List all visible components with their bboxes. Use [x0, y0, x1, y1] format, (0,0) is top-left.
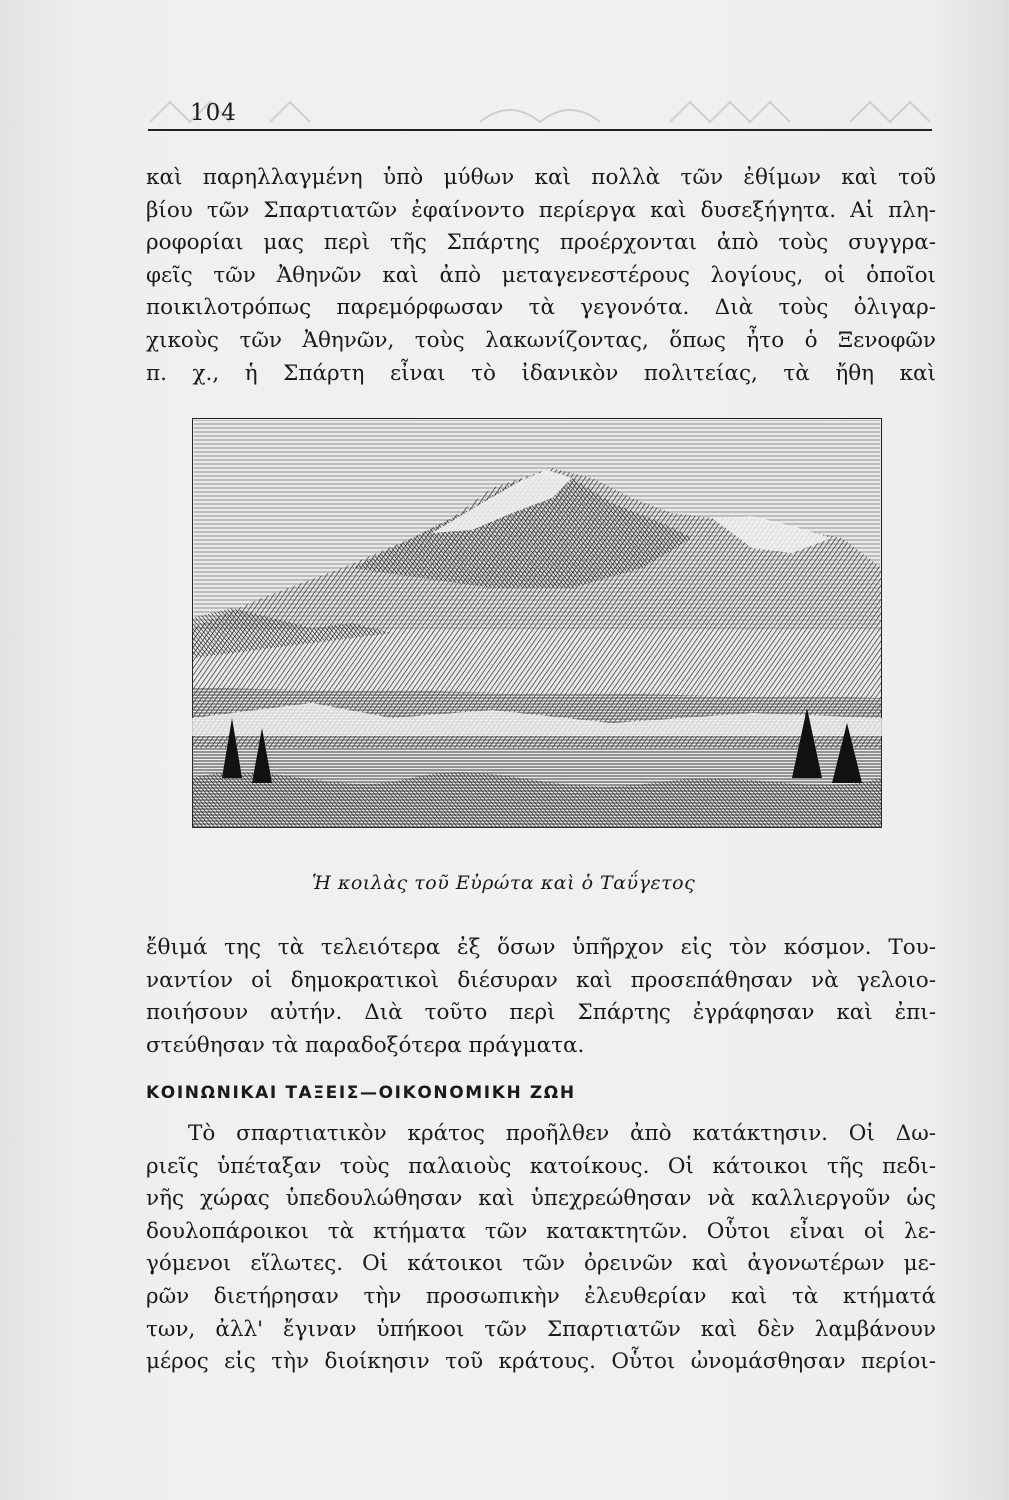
text-line: Τὸ σπαρτιατικὸν κράτος προῆλθεν ἀπὸ κατάκτησιν. Οἱ Δω- — [188, 1121, 936, 1146]
paragraph-3 — [146, 1118, 936, 1379]
text-line: φεῖς τῶν Ἀθηνῶν καὶ ἀπὸ μεταγενεστέρους λογίους, οἱ ὁποῖοι — [146, 262, 936, 288]
text-line: δουλοπάροικοι τὰ κτήματα τῶν κατακτητῶν. Οὗτοι εἶναι οἱ λε- — [146, 1218, 936, 1244]
text-line: ροφορίαι μας περὶ τῆς Σπάρτης προέρχονται ἀπὸ τοὺς συγγρα- — [146, 230, 936, 256]
text-line: ἔθιμά της τὰ τελειότερα ἐξ ὅσων ὑπῆρχον εἰς τὸν κόσμον. Του- — [146, 935, 936, 960]
text-line: στεύθησαν τὰ παραδοξότερα πράγματα. — [146, 1032, 585, 1058]
header-rule — [148, 129, 932, 131]
text-line: ναντίον οἱ δημοκρατικοὶ διέσυραν καὶ προσεπάθησαν νὰ γελοιο- — [146, 967, 936, 993]
text-line: ποιήσουν αὐτήν. Διὰ τοῦτο περὶ Σπάρτης ἐγράφησαν καὶ ἐπι- — [146, 1000, 936, 1026]
text-line: ρῶν διετήρησαν τὴν προσωπικὴν ἐλευθερίαν καὶ τὰ κτήματά — [146, 1283, 936, 1309]
text-line: μέρος εἰς τὴν διοίκησιν τοῦ κράτους. Οὗτοι ὠνομάσθησαν περίοι- — [146, 1349, 936, 1375]
paragraph-1 — [146, 162, 936, 390]
text-line: ριεῖς ὑπέταξαν τοὺς παλαιοὺς κατοίκους. Οἱ κάτοικοι τῆς πεδι- — [146, 1153, 936, 1179]
text-line: νῆς χώρας ὑπεδουλώθησαν καὶ ὑπεχρεώθησαν νὰ καλλιεργοῦν ὡς — [146, 1186, 936, 1212]
paragraph-2 — [146, 932, 936, 1062]
section-heading: ΚΟΙΝΩΝΙΚΑΙ ΤΑΞΕΙΣ—ΟΙΚΟΝΟΜΙΚΗ ΖΩΗ — [146, 1083, 576, 1103]
text-line: των, ἀλλ' ἔγιναν ὑπήκοοι τῶν Σπαρτιατῶν καὶ δὲν λαμβάνουν — [146, 1316, 936, 1342]
figure-caption: Ἡ κοιλὰς τοῦ Εὐρώτα καὶ ὁ Ταΰγετος — [312, 872, 696, 894]
engraving-illustration — [192, 418, 882, 828]
header-ornament — [150, 96, 930, 124]
page-number: 104 — [190, 100, 237, 126]
text-line: ποικιλοτρόπως παρεμόρφωσαν τὰ γεγονότα. Διὰ τοὺς ὀλιγαρ- — [146, 295, 936, 321]
text-line: χικοὺς τῶν Ἀθηνῶν, τοὺς λακωνίζοντας, ὅπως ἦτο ὁ Ξενοφῶν — [146, 327, 936, 353]
text-line: π. χ., ἡ Σπάρτη εἶναι τὸ ἰδανικὸν πολιτείας, τὰ ἤθη καὶ — [146, 360, 936, 386]
text-line: καὶ παρηλλαγμένη ὑπὸ μύθων καὶ πολλὰ τῶν ἐθίμων καὶ τοῦ — [146, 165, 936, 190]
text-line: γόμενοι εἵλωτες. Οἱ κάτοικοι τῶν ὀρεινῶν καὶ ἀγονωτέρων με- — [146, 1251, 936, 1277]
text-line: βίου τῶν Σπαρτιατῶν ἐφαίνοντο περίεργα καὶ δυσεξήγητα. Αἱ πλη- — [146, 197, 936, 223]
